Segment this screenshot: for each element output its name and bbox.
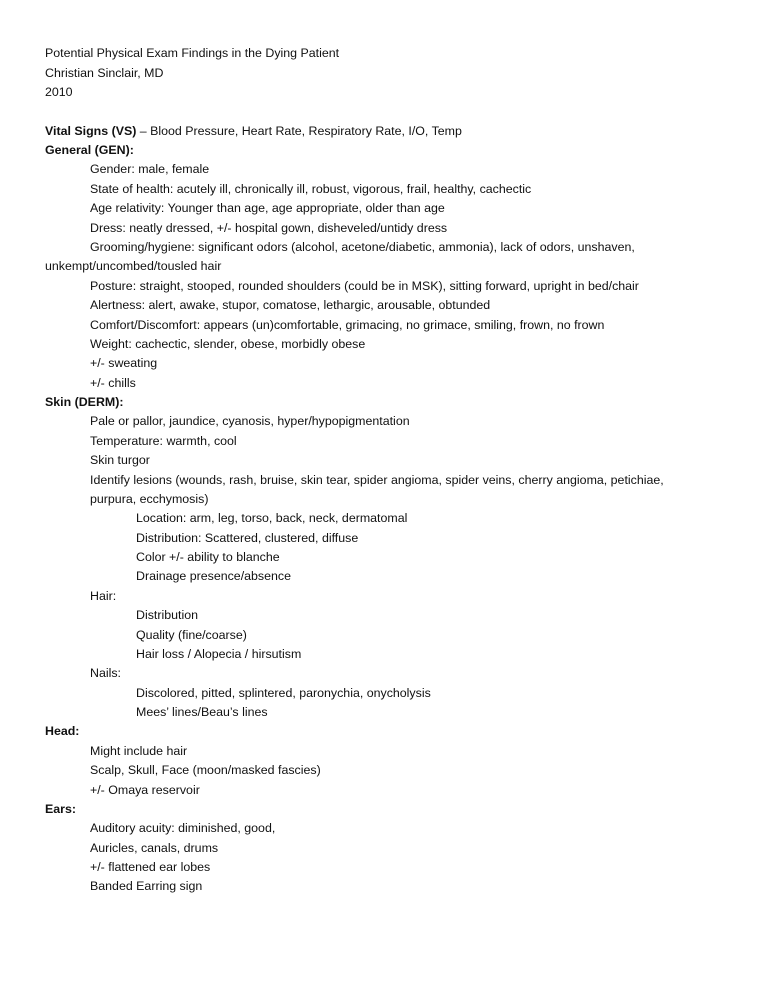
ears-heading: Ears: (45, 802, 76, 816)
head-heading: Head: (45, 724, 80, 738)
hair-label: Hair: (90, 589, 117, 603)
lesion-detail: Color +/- ability to blanche (136, 550, 280, 564)
nails-item: Discolored, pitted, splintered, paronychia, onycholysis (136, 686, 431, 700)
skin-item: Pale or pallor, jaundice, cyanosis, hyper/hypopigmentation (90, 414, 410, 428)
ears-item: Auricles, canals, drums (90, 841, 219, 855)
ears-item: Auditory acuity: diminished, good, (90, 821, 276, 835)
document-title: Potential Physical Exam Findings in the Dying Patient (45, 46, 340, 60)
skin-item: Temperature: warmth, cool (90, 434, 237, 448)
skin-item: Skin turgor (90, 453, 150, 467)
lesion-detail: Location: arm, leg, torso, back, neck, dermatomal (136, 511, 408, 525)
head-item: Might include hair (90, 744, 188, 758)
document-year: 2010 (45, 85, 73, 99)
general-item: Age relativity: Younger than age, age appropriate, older than age (90, 201, 445, 215)
vital-signs-line (45, 122, 462, 141)
general-item: Grooming/hygiene: significant odors (alcohol, acetone/diabetic, ammonia), lack of odors, unshaven, (90, 240, 635, 254)
general-item: Gender: male, female (90, 162, 210, 176)
skin-heading: Skin (DERM): (45, 395, 124, 409)
ears-item: Banded Earring sign (90, 879, 203, 893)
general-heading: General (GEN): (45, 143, 134, 157)
general-item: State of health: acutely ill, chronically ill, robust, vigorous, frail, healthy, cachectic (90, 182, 532, 196)
vital-signs-heading: Vital Signs (VS) (45, 124, 137, 138)
lesion-detail: Distribution: Scattered, clustered, diffuse (136, 531, 359, 545)
hair-item: Hair loss / Alopecia / hirsutism (136, 647, 302, 661)
general-item: Alertness: alert, awake, stupor, comatose, lethargic, arousable, obtunded (90, 298, 491, 312)
skin-item: purpura, ecchymosis) (90, 492, 209, 506)
general-item: +/- sweating (90, 356, 158, 370)
hair-item: Quality (fine/coarse) (136, 628, 247, 642)
general-item: Posture: straight, stooped, rounded shoulders (could be in MSK), sitting forward, upright in bed/chair (90, 279, 639, 293)
ears-item: +/- flattened ear lobes (90, 860, 211, 874)
head-item: Scalp, Skull, Face (moon/masked fascies) (90, 763, 321, 777)
general-item-continuation: unkempt/uncombed/tousled hair (45, 259, 222, 273)
general-item: +/- chills (90, 376, 136, 390)
head-item: +/- Omaya reservoir (90, 783, 200, 797)
nails-item: Mees’ lines/Beau’s lines (136, 705, 268, 719)
general-item: Dress: neatly dressed, +/- hospital gown, disheveled/untidy dress (90, 221, 448, 235)
document-author: Christian Sinclair, MD (45, 66, 164, 80)
lesion-detail: Drainage presence/absence (136, 569, 291, 583)
general-item: Comfort/Discomfort: appears (un)comfortable, grimacing, no grimace, smiling, frown, no frown (90, 318, 605, 332)
vital-signs-text: – Blood Pressure, Heart Rate, Respiratory Rate, I/O, Temp (136, 124, 462, 138)
hair-item: Distribution (136, 608, 198, 622)
general-item: Weight: cachectic, slender, obese, morbidly obese (90, 337, 366, 351)
nails-label: Nails: (90, 666, 121, 680)
skin-item: Identify lesions (wounds, rash, bruise, skin tear, spider angioma, spider veins, cherry angioma, petichiae, (90, 473, 664, 487)
